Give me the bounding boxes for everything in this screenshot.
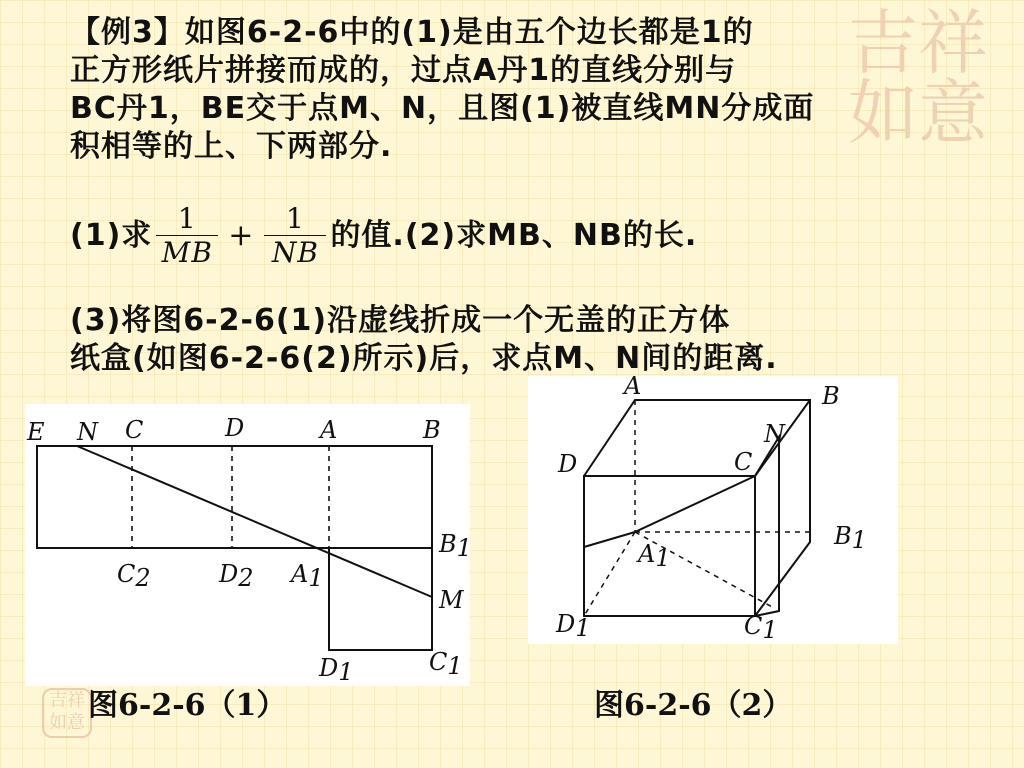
figure-2-svg xyxy=(528,372,898,644)
label-c: C xyxy=(734,448,753,476)
label-b: B xyxy=(423,416,441,444)
segment-a1-c-n xyxy=(635,445,774,532)
label-n: N xyxy=(764,420,785,448)
seal-watermark-top: 吉祥如意 xyxy=(848,2,988,154)
label-a: A xyxy=(320,416,338,444)
question-suffix: 的值.(2)求MB、NB的长. xyxy=(330,218,698,253)
seal-watermark-bottom: 吉祥如意 xyxy=(42,688,92,738)
label-d: D xyxy=(225,414,245,442)
figure-1-svg xyxy=(25,404,470,686)
label-d2: D2 xyxy=(219,560,254,592)
label-c2: C2 xyxy=(117,560,151,592)
fraction-numerator: 1 xyxy=(286,201,305,235)
question-1-2 xyxy=(70,196,697,276)
figure-1-net xyxy=(25,404,470,686)
plus-sign: + xyxy=(228,218,255,253)
problem-line: 积相等的上、下两部分. xyxy=(70,129,393,164)
label-c1: C1 xyxy=(429,648,463,680)
fraction-denominator: MB xyxy=(161,235,213,269)
label-d1: D1 xyxy=(556,610,591,642)
question-3 xyxy=(70,302,940,378)
figure-2-box xyxy=(528,372,898,644)
label-d: D xyxy=(558,450,578,478)
label-b1: B1 xyxy=(834,522,867,554)
figure-2-caption: 图6-2-6（2） xyxy=(594,688,793,723)
problem-line: BC丹1，BE交于点M、N，且图(1)被直线MN分成面 xyxy=(70,91,815,126)
problem-line: 正方形纸片拼接而成的，过点A丹1的直线分别与 xyxy=(70,53,737,88)
problem-statement xyxy=(70,14,930,166)
label-c: C xyxy=(125,416,144,444)
question-prefix: (1)求 xyxy=(70,218,153,253)
fraction-mb xyxy=(156,203,218,270)
label-b: B xyxy=(822,382,840,410)
label-e: E xyxy=(27,418,45,446)
fraction-nb xyxy=(264,203,326,270)
question-3-line: 纸盒(如图6-2-6(2)所示)后，求点M、N间的距离. xyxy=(70,341,778,376)
net-bottom-square xyxy=(329,548,432,650)
label-a: A xyxy=(624,372,642,400)
problem-line: 【例3】如图6-2-6中的(1)是由五个边长都是1的 xyxy=(70,15,754,50)
net-top-strip xyxy=(37,446,432,548)
question-3-line: (3)将图6-2-6(1)沿虚线折成一个无盖的正方体 xyxy=(70,303,731,338)
label-a1: A1 xyxy=(291,560,324,592)
label-d1: D1 xyxy=(319,654,354,686)
figure-1-caption: 图6-2-6（1） xyxy=(88,688,287,723)
label-n: N xyxy=(77,418,98,446)
label-m: M xyxy=(439,586,464,614)
label-a1: A1 xyxy=(638,540,671,572)
fraction-numerator: 1 xyxy=(177,201,197,235)
label-c1: C1 xyxy=(744,612,778,644)
label-b1: B1 xyxy=(439,530,472,562)
fraction-denominator: NB xyxy=(271,235,319,269)
